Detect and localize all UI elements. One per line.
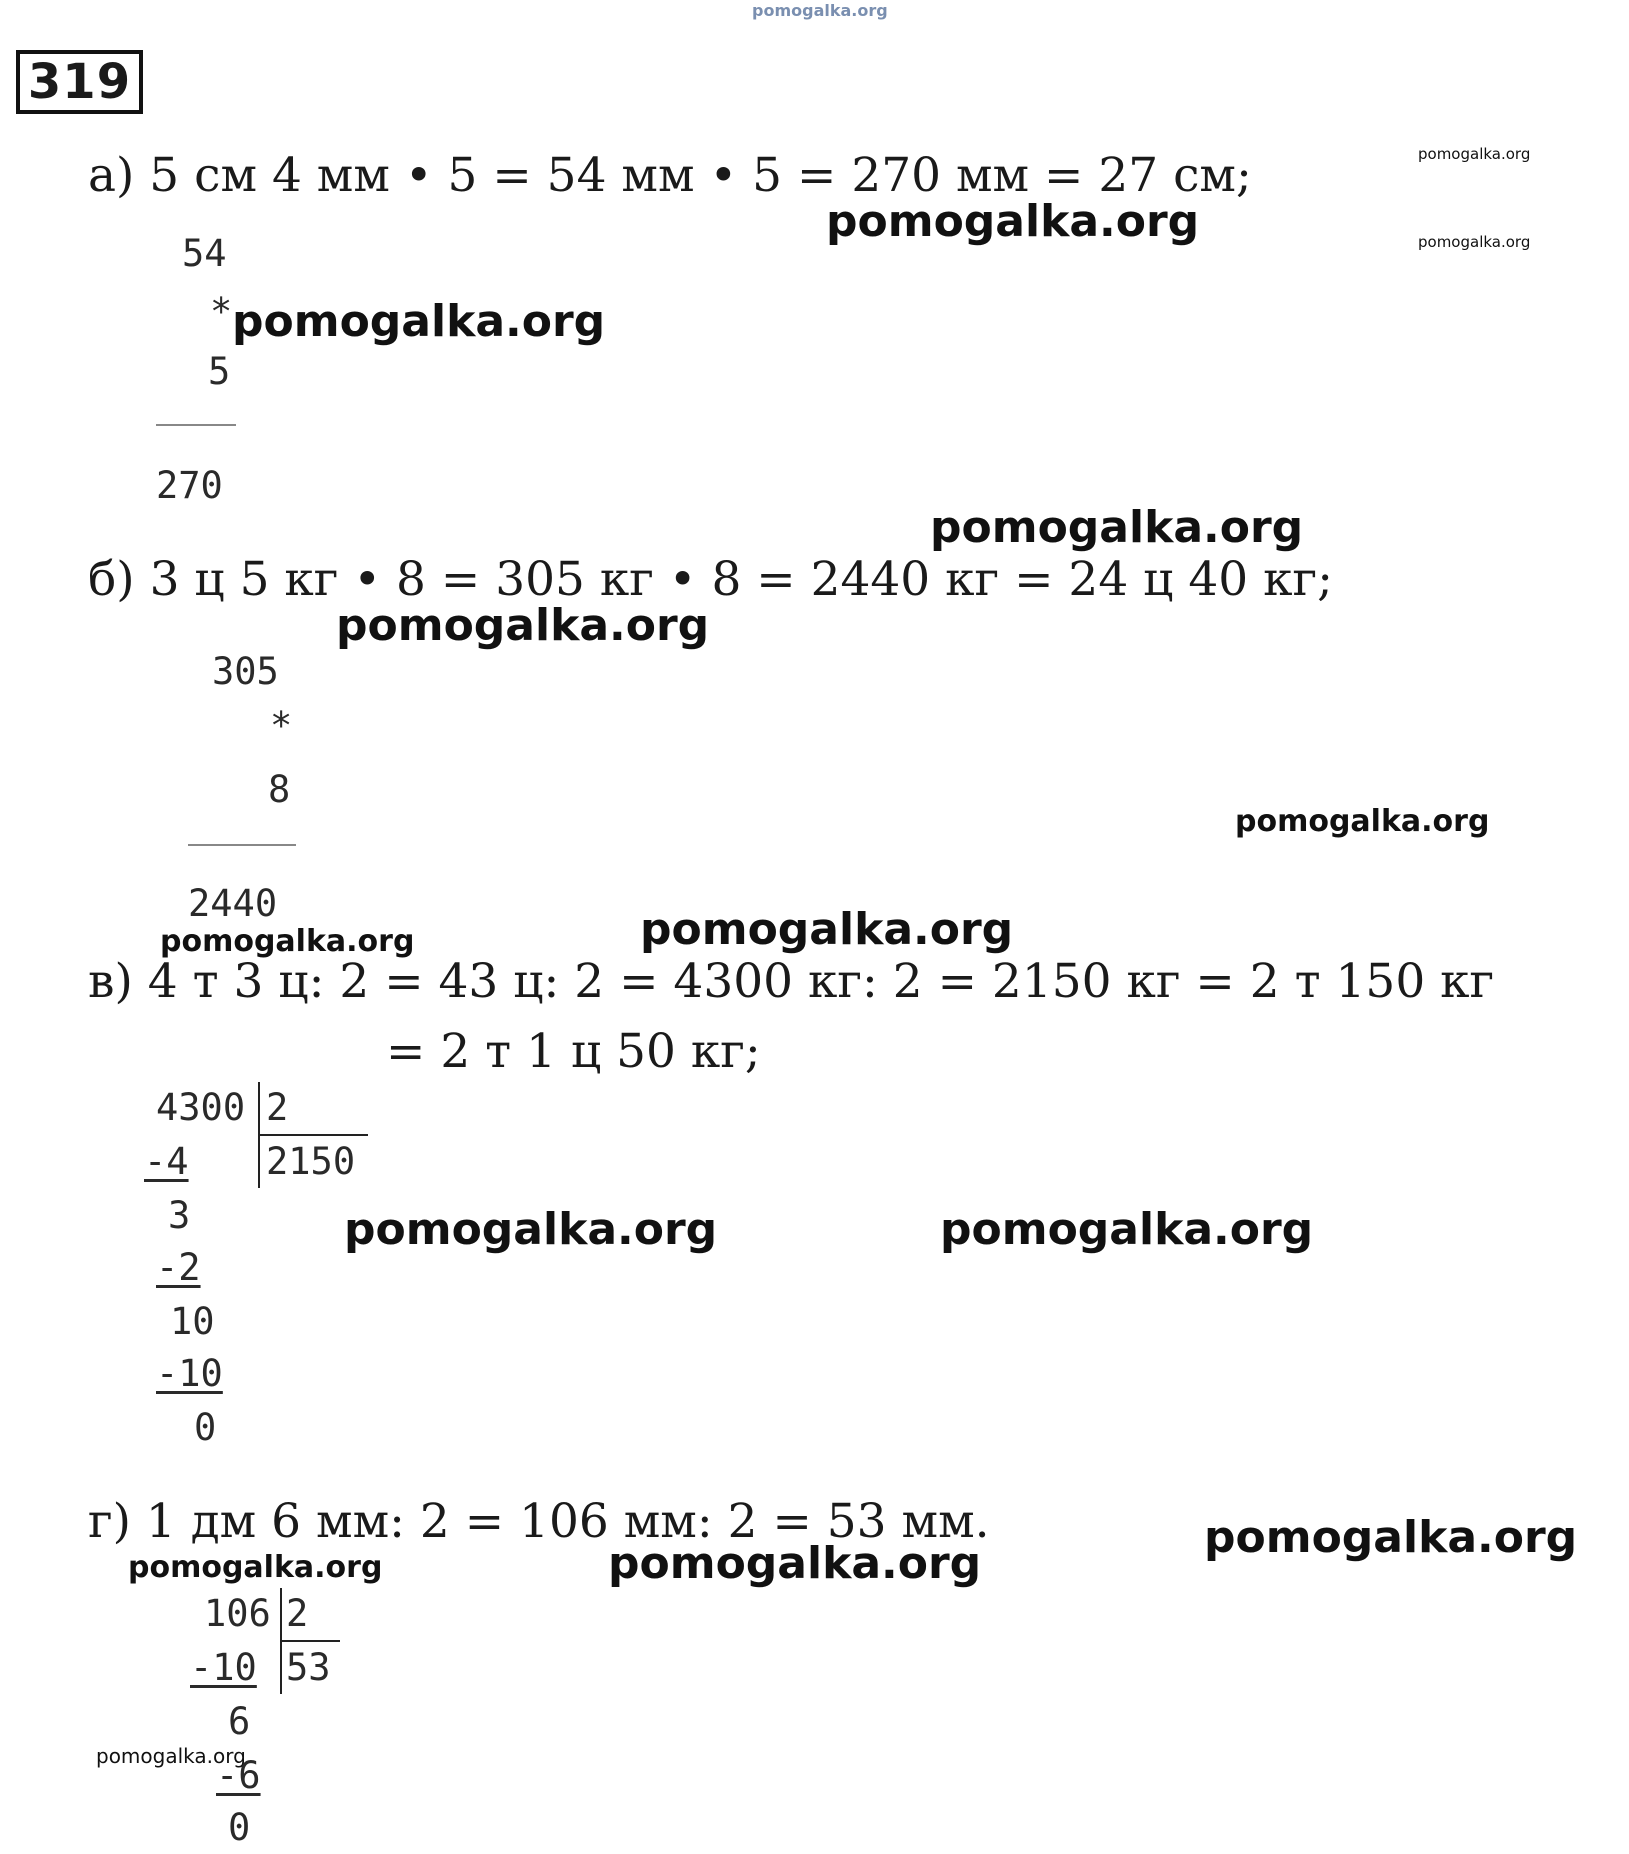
div-g-divisor: 2 (286, 1592, 309, 1635)
div-v-step: -10 (156, 1352, 223, 1395)
task-number: 319 (16, 50, 143, 114)
watermark-small-1: pomogalka.org (1418, 145, 1531, 163)
watermark: pomogalka.org (232, 296, 606, 347)
watermark: pomogalka.org (826, 196, 1200, 247)
watermark: pomogalka.org (608, 1538, 982, 1589)
div-g-step: 0 (228, 1806, 251, 1849)
calc-b-top: 305 (212, 650, 279, 693)
watermark-top: pomogalka.org (752, 1, 888, 20)
calc-b-op: * (270, 704, 293, 747)
div-v-horizontal-rule (258, 1134, 368, 1136)
calc-a-top: 54 (182, 232, 227, 275)
watermark: pomogalka.org (930, 502, 1304, 553)
watermark: pomogalka.org (1235, 804, 1490, 839)
watermark-small-2: pomogalka.org (1418, 233, 1531, 251)
div-v-step: -2 (156, 1246, 201, 1289)
calc-a-rule (156, 424, 236, 426)
calc-b-factor: 8 (268, 768, 291, 811)
watermark: pomogalka.org (128, 1550, 383, 1585)
calc-a-result: 270 (156, 464, 223, 507)
div-g-dividend: 106 (204, 1592, 271, 1635)
div-v-step: 3 (168, 1194, 191, 1237)
watermark: pomogalka.org (1204, 1512, 1578, 1563)
watermark: pomogalka.org (940, 1204, 1314, 1255)
div-v-step: -4 (144, 1140, 189, 1183)
div-v-dividend: 4300 (156, 1086, 246, 1129)
equation-b: б) 3 ц 5 кг • 8 = 305 кг • 8 = 2440 кг = 24 ц 40 кг; (88, 552, 1333, 607)
div-g-quotient: 53 (286, 1646, 331, 1689)
div-v-step: 0 (194, 1406, 217, 1449)
div-g-step: 6 (228, 1700, 251, 1743)
div-v-divisor: 2 (266, 1086, 289, 1129)
watermark: pomogalka.org (344, 1204, 718, 1255)
div-v-step: 10 (170, 1300, 215, 1343)
watermark: pomogalka.org (336, 600, 710, 651)
div-v-quotient: 2150 (266, 1140, 356, 1183)
equation-a: а) 5 см 4 мм • 5 = 54 мм • 5 = 270 мм = 27 см; (88, 148, 1252, 203)
calc-b-rule (188, 844, 296, 846)
calc-b-result: 2440 (188, 882, 278, 925)
equation-g: г) 1 дм 6 мм: 2 = 106 мм: 2 = 53 мм. (88, 1494, 990, 1549)
div-g-step: -10 (190, 1646, 257, 1689)
div-g-horizontal-rule (280, 1640, 340, 1642)
calc-a-factor: 5 (208, 350, 231, 393)
watermark-small-3: pomogalka.org (96, 1744, 246, 1768)
watermark: pomogalka.org (640, 904, 1014, 955)
equation-v-line2: = 2 т 1 ц 50 кг; (386, 1024, 761, 1079)
calc-a-op: * (210, 290, 233, 333)
equation-v-line1: в) 4 т 3 ц: 2 = 43 ц: 2 = 4300 кг: 2 = 2150 кг = 2 т 150 кг (88, 954, 1495, 1009)
watermark: pomogalka.org (160, 924, 415, 959)
div-g-step: -6 (216, 1754, 261, 1797)
